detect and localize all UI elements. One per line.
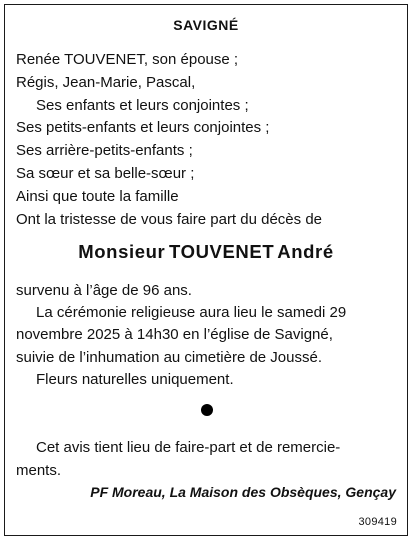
family-line: Sa sœur et sa belle-sœur ;: [16, 164, 195, 182]
closing-text: [16, 436, 402, 482]
family-line: Ont la tristesse de vous faire part du décès de: [16, 210, 322, 228]
town-heading: SAVIGNÉ: [173, 17, 239, 33]
body-line: La cérémonie religieuse aura lieu le samedi 29: [36, 304, 347, 322]
family-list: [16, 49, 400, 231]
funeral-home: PF Moreau, La Maison des Obsèques, Gençay: [90, 484, 396, 500]
family-line: Ses petits-enfants et leurs conjointes ;: [16, 119, 270, 137]
ceremony-details: [16, 280, 402, 391]
obituary-notice: [4, 4, 408, 536]
family-line: Régis, Jean-Marie, Pascal,: [16, 73, 196, 91]
body-line: survenu à l’âge de 96 ans.: [16, 282, 192, 299]
family-line: Ses enfants et leurs conjointes ;: [36, 96, 249, 114]
closing-line: Cet avis tient lieu de faire-part et de remercie-: [36, 439, 341, 456]
deceased-name: Monsieur TOUVENET André: [78, 241, 334, 262]
closing-line: ments.: [16, 462, 62, 479]
family-line: Ainsi que toute la famille: [16, 187, 179, 205]
reference-number: 309419: [358, 516, 397, 528]
body-line: novembre 2025 à 14h30 en l’église de Savigné,: [16, 326, 333, 344]
family-line: Renée TOUVENET, son épouse ;: [16, 51, 239, 68]
body-line: Fleurs naturelles uniquement.: [36, 370, 234, 388]
family-line: Ses arrière-petits-enfants ;: [16, 142, 193, 160]
body-line: suivie de l’inhumation au cimetière de Joussé.: [16, 348, 322, 366]
bullet-separator: [201, 404, 213, 416]
